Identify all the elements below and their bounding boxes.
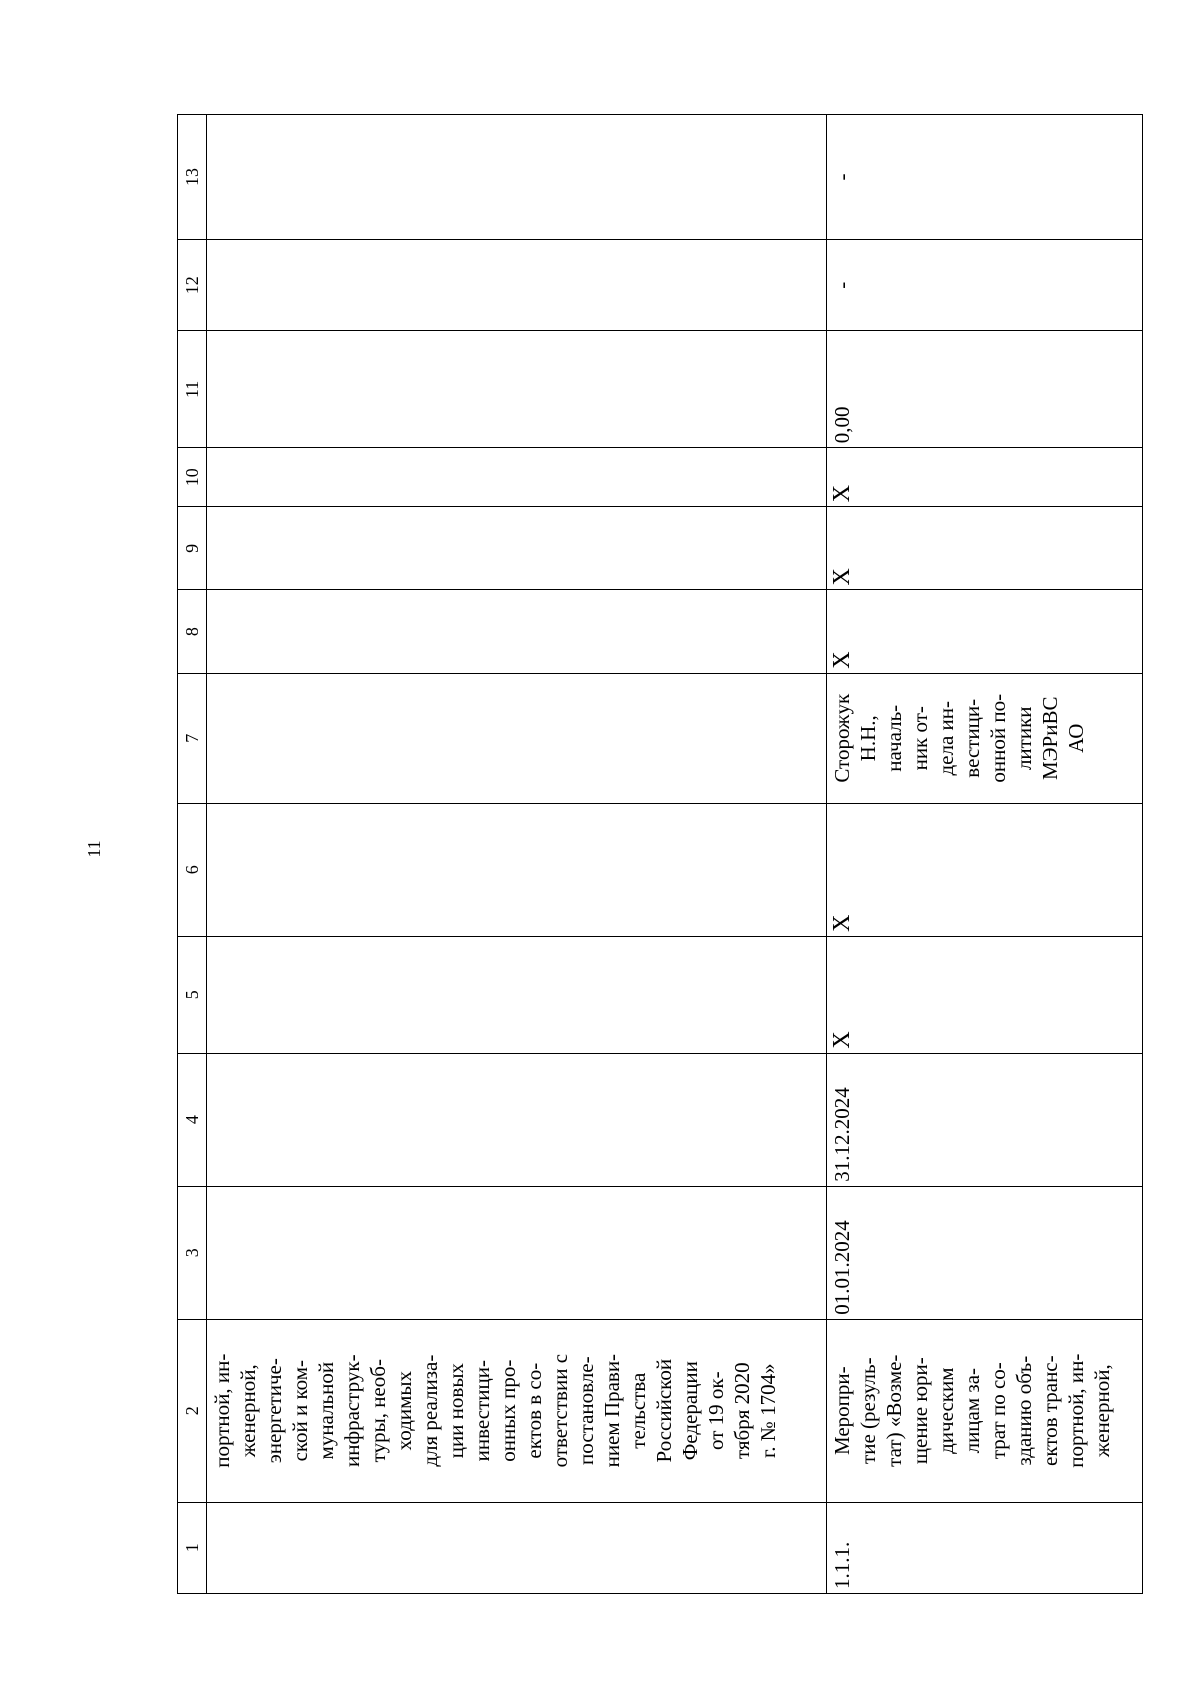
- continuation-cell-3: [207, 1186, 827, 1319]
- continuation-cell-9: [207, 507, 827, 590]
- measure-cell-12: -: [827, 240, 1143, 331]
- measure-number: 1.1.1.: [827, 1502, 1143, 1593]
- measure-cell-5: Х: [827, 936, 1143, 1053]
- measure-description: Меропри- тие (резуль- тат) «Возме- щение юри- дическим лицам за- трат по со- зданию объ- ектов транс- портной, ин- женерной,: [830, 1353, 1114, 1468]
- column-number-13: 13: [178, 115, 207, 240]
- continuation-row: [207, 115, 827, 1594]
- measure-responsible: Сторожук Н.Н., началь- ник от- дела ин- вестици- онной по- литики МЭРиВС АО: [830, 693, 1088, 783]
- continuation-description: портной, ин- женерной, энергетиче- ской и ком- мунальной инфраструк- туры, необ- ходимых для реализа- ции новых инвестици- онных про- ектов в со- ответствии с постановле- нием Прави- тельства Российской Федерации от 19 ок- тября 2020 г. № 1704»: [210, 1353, 780, 1468]
- measure-start-date: 01.01.2024: [827, 1186, 1143, 1319]
- continuation-cell-6: [207, 803, 827, 936]
- column-number-6: 6: [178, 803, 207, 936]
- column-number-4: 4: [178, 1053, 207, 1186]
- column-number-3: 3: [178, 1186, 207, 1319]
- measures-table-rotated: [177, 114, 1137, 1594]
- measures-table: [177, 114, 1143, 1594]
- column-number-7: 7: [178, 673, 207, 803]
- continuation-cell-10: [207, 448, 827, 507]
- column-number-11: 11: [178, 331, 207, 448]
- continuation-cell-4: [207, 1053, 827, 1186]
- column-number-9: 9: [178, 507, 207, 590]
- column-number-12: 12: [178, 240, 207, 331]
- measure-cell-13: -: [827, 115, 1143, 240]
- column-number-2: 2: [178, 1319, 207, 1502]
- continuation-description-cell: [207, 1319, 827, 1502]
- measure-description-cell: [827, 1319, 1143, 1502]
- measure-end-date: 31.12.2024: [827, 1053, 1143, 1186]
- continuation-cell-8: [207, 590, 827, 673]
- measure-responsible-cell: [827, 673, 1143, 803]
- continuation-cell-1: [207, 1502, 827, 1593]
- measure-row: [827, 115, 1143, 1594]
- column-number-row: [178, 115, 207, 1594]
- column-number-10: 10: [178, 448, 207, 507]
- continuation-cell-5: [207, 936, 827, 1053]
- measure-cell-6: Х: [827, 803, 1143, 936]
- column-number-8: 8: [178, 590, 207, 673]
- page-number: 11: [84, 840, 104, 858]
- measure-cell-9: Х: [827, 507, 1143, 590]
- measure-amount: 0,00: [827, 331, 1143, 448]
- continuation-cell-11: [207, 331, 827, 448]
- measure-cell-8: Х: [827, 590, 1143, 673]
- continuation-cell-7: [207, 673, 827, 803]
- measure-cell-10: Х: [827, 448, 1143, 507]
- column-number-5: 5: [178, 936, 207, 1053]
- continuation-cell-12: [207, 240, 827, 331]
- continuation-cell-13: [207, 115, 827, 240]
- column-number-1: 1: [178, 1502, 207, 1593]
